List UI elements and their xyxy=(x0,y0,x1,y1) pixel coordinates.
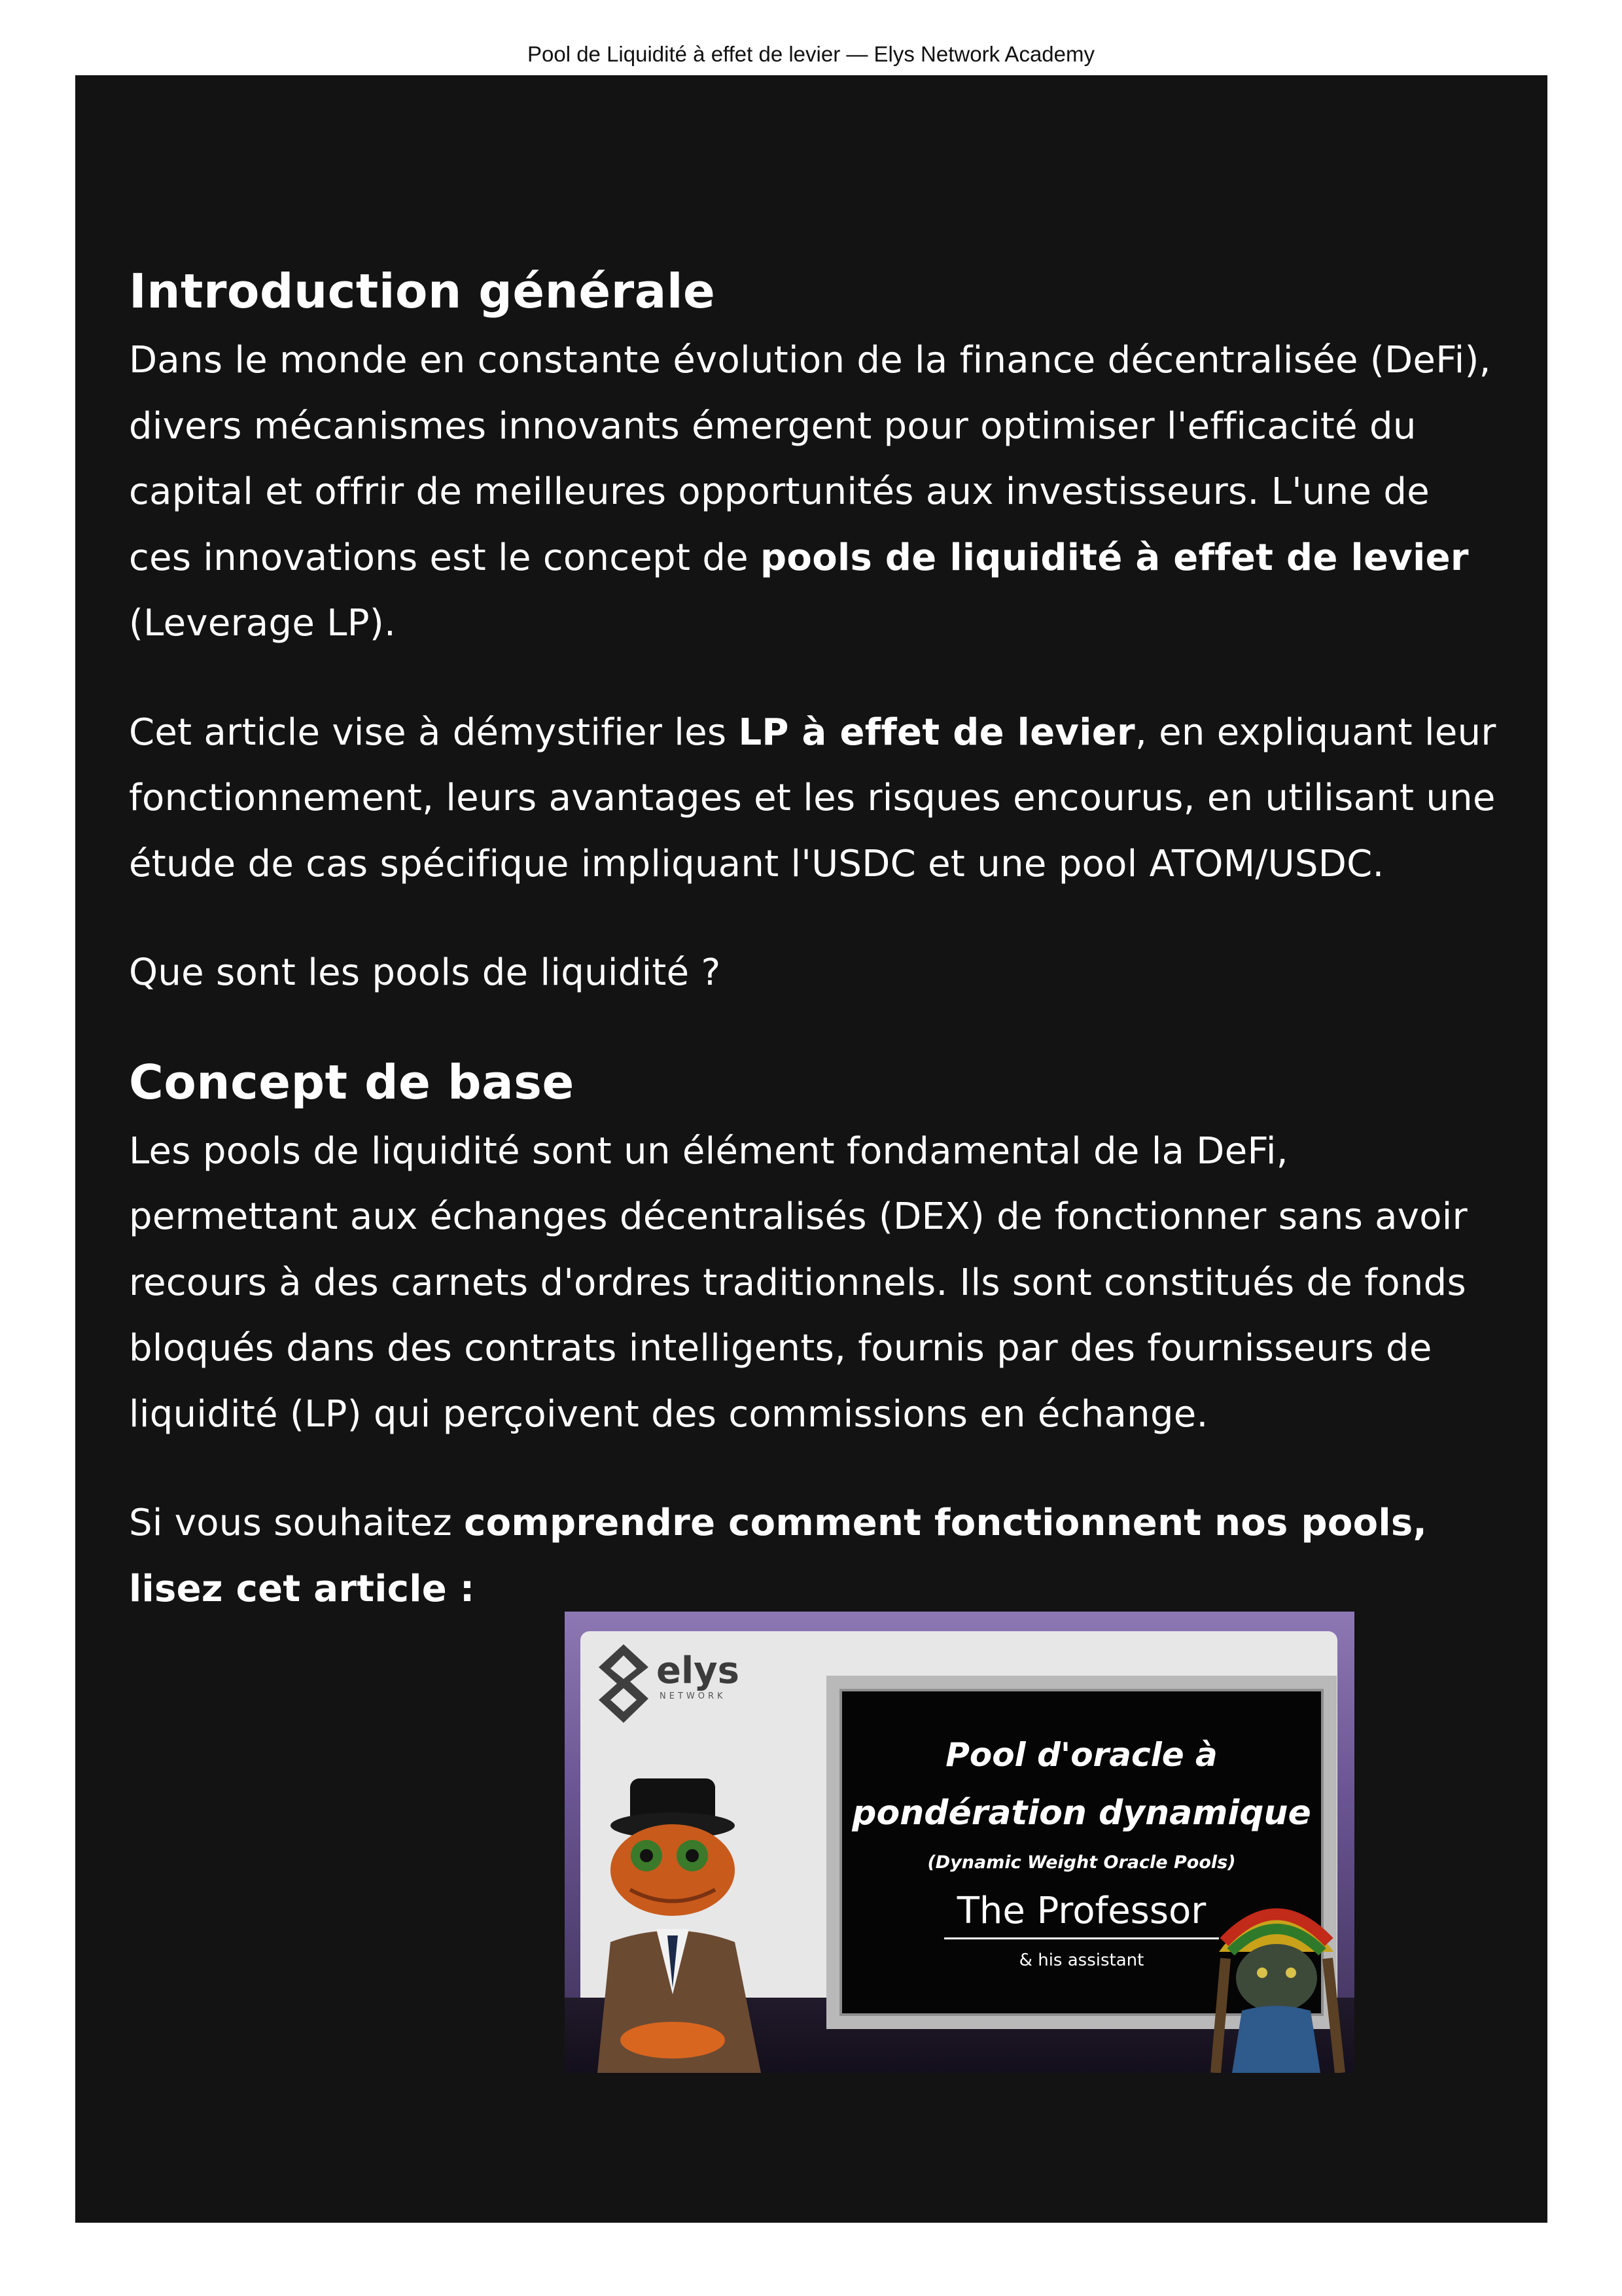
intro-p1-text: Dans le monde en constante évolution de la finance décentralisée (DeFi), divers mécanismes innovants émergent pour optimiser l'efficacité du capital et offrir de meilleures opportunités aux investisseurs. L'une de ces innovations est le concept de xyxy=(129,339,1491,579)
elys-logo-icon xyxy=(591,1641,653,1726)
article-thumbnail[interactable] xyxy=(565,1612,1354,2073)
concept-heading: Concept de base xyxy=(129,1054,574,1110)
intro-p2-text: Cet article vise à démystifier les xyxy=(129,711,739,754)
intro-heading: Introduction générale xyxy=(129,264,716,319)
concept-p2-link-text[interactable]: comprendre comment fonctionnent nos pools, lisez cet article : xyxy=(129,1502,1428,1610)
logo-wordmark: elys xyxy=(656,1650,740,1692)
board-title-line-1: Pool d'oracle à xyxy=(945,1736,1218,1774)
board-subtitle: (Dynamic Weight Oracle Pools) xyxy=(927,1852,1236,1873)
question-line: Que sont les pools de liquidité ? xyxy=(129,951,721,994)
board-professor: The Professor xyxy=(944,1885,1219,1939)
concept-paragraph-1: Les pools de liquidité sont un élément fondamental de la DeFi, permettant aux échanges décentralisés (DEX) de fonctionner sans avoir recours à des carnets d'ordres traditionnels. Ils sont constitués de fonds bloqués dans des contrats intelligents, fournis par des fournisseurs de liquidité (LP) qui perçoivent des commissions en échange. xyxy=(129,1129,1468,1436)
intro-p1-tail: (Leverage LP). xyxy=(129,602,397,645)
running-header: Pool de Liquidité à effet de levier — Elys Network Academy xyxy=(527,42,1095,66)
intro-p2-bold: LP à effet de levier xyxy=(738,711,1135,754)
board-title-line-2: pondération dynamique xyxy=(852,1793,1311,1833)
concept-p2-text: Si vous souhaitez xyxy=(129,1502,465,1544)
intro-paragraph-2 xyxy=(129,700,1496,898)
frog-professor-illustration-icon xyxy=(584,1778,794,2073)
rasta-assistant-illustration-icon xyxy=(1199,1880,1354,2073)
logo-subtext: NETWORK xyxy=(660,1691,726,1701)
concept-paragraph-2 xyxy=(129,1491,1496,1622)
intro-p1-bold: pools de liquidité à effet de levier xyxy=(760,536,1469,579)
intro-paragraph-1 xyxy=(129,328,1496,657)
article-content xyxy=(129,258,1496,1622)
intro-p2-tail: , en expliquant leur fonctionnement, leurs avantages et les risques encourus, en utilisant une étude de cas spécifique impliquant l'USDC et une pool ATOM/USDC. xyxy=(129,711,1496,885)
board-assistant: & his assistant xyxy=(1019,1951,1144,1970)
